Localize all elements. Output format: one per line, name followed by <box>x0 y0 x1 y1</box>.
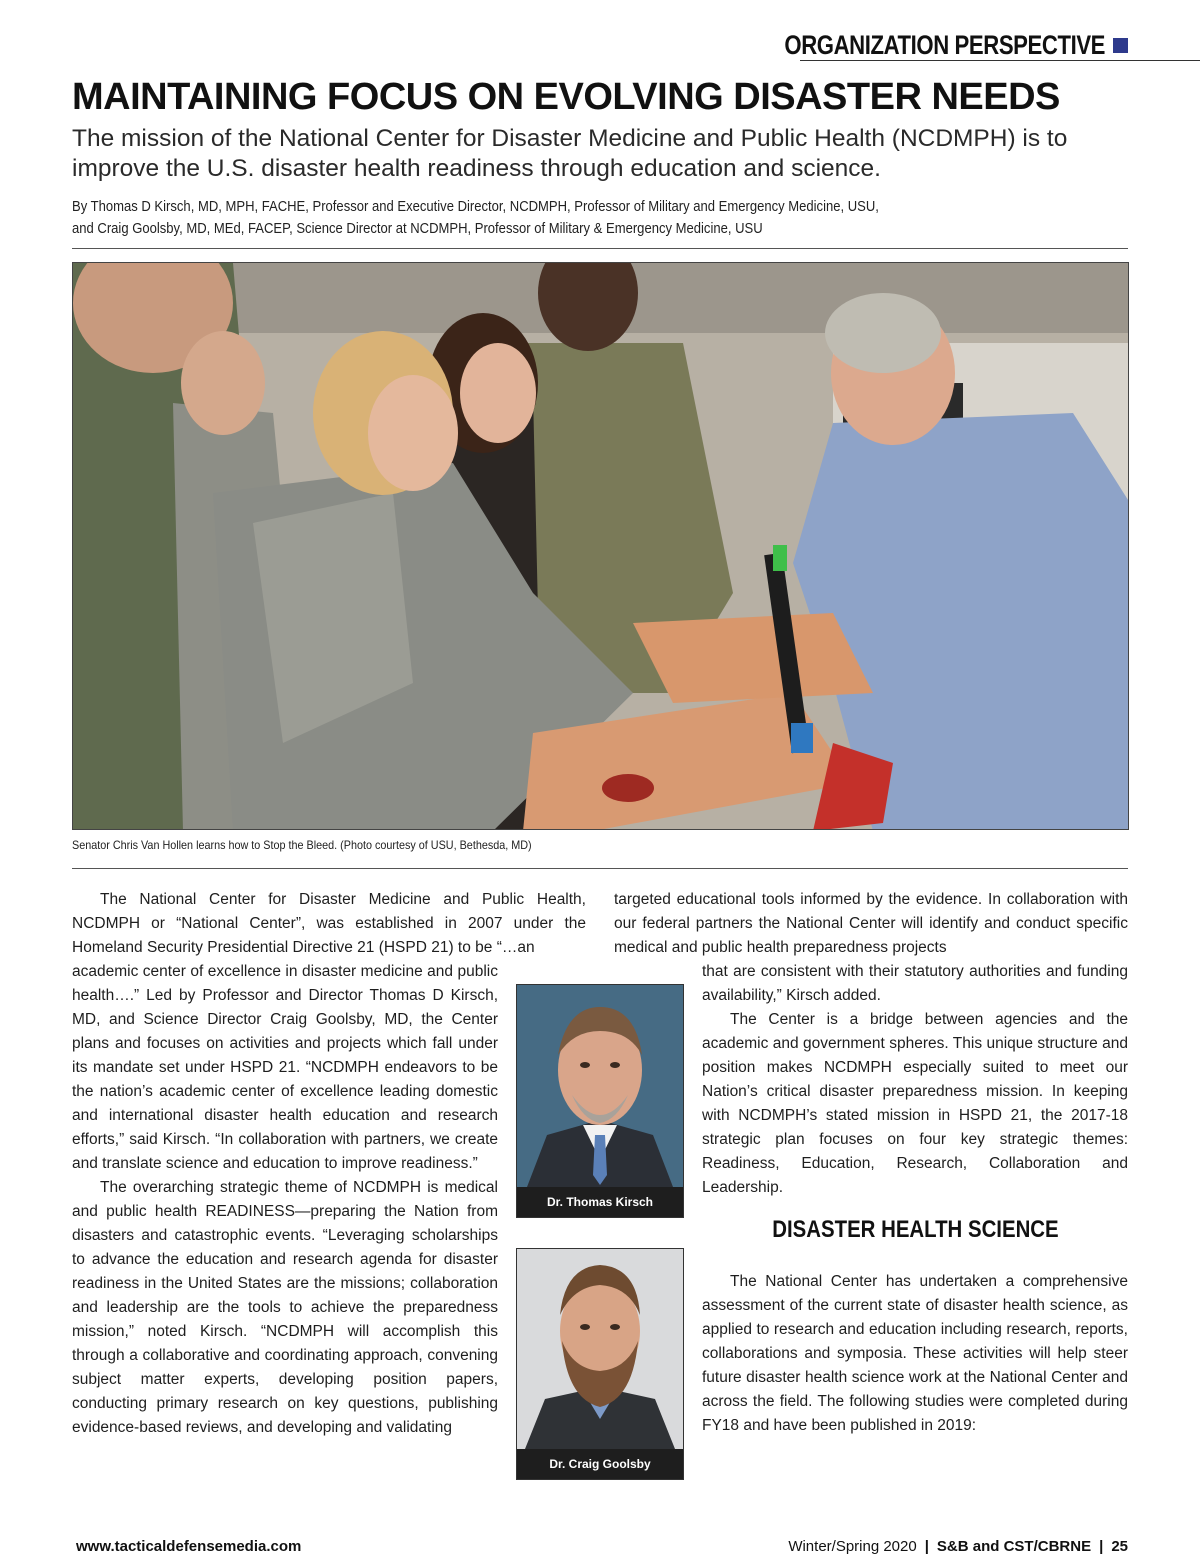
portrait-craig-goolsby <box>516 1248 684 1480</box>
section-subhead-text: DISASTER HEALTH SCIENCE <box>771 1216 1059 1243</box>
body-right-bottom <box>702 1270 1128 1438</box>
footer-separator: | <box>924 1538 929 1555</box>
divider-rule <box>72 868 1128 869</box>
body-left-top <box>72 888 586 960</box>
byline-line-2: and Craig Goolsby, MD, MEd, FACEP, Science Director at NCDMPH, Professor of Military & Emergency Medicine, USU <box>72 221 763 237</box>
paragraph: The Center is a bridge between agencies and the academic and government spheres. This unique structure and position makes NCDMPH especially suited to meet our Nation’s critical disaster preparedness mission. In keeping with NCDMPH’s stated mission in HSPD 21, the 2017-18 strategic plan focuses on four key strategic themes: Readiness, Education, Research, Collaboration and Leadership. <box>702 1011 1128 1196</box>
byline-line-1: By Thomas D Kirsch, MD, MPH, FACHE, Professor and Executive Director, NCDMPH, Professor of Military and Emergency Medicine, USU, <box>72 199 879 215</box>
paragraph: that are consistent with their statutory authorities and funding availability,” Kirsch added. <box>702 963 1128 1004</box>
headline: MAINTAINING FOCUS ON EVOLVING DISASTER NEEDS <box>72 76 1060 118</box>
paragraph: The National Center has undertaken a comprehensive assessment of the current state of disaster health science, as applied to research and education including research, reports, collaborations and symposia. These activities will help steer future disaster health science work at the National Center and across the field. The following studies were completed during FY18 and have been published in 2019: <box>702 1273 1128 1434</box>
footer-page-number: 25 <box>1111 1538 1128 1555</box>
portrait-thomas-kirsch <box>516 984 684 1218</box>
footer-info <box>788 1538 1128 1555</box>
body-right-main <box>702 960 1128 1200</box>
portrait-kirsch-illustration <box>517 985 683 1187</box>
subtitle: The mission of the National Center for Disaster Medicine and Public Health (NCDMPH) is to improve the U.S. disaster health readiness through education and science. <box>72 125 1068 182</box>
section-subhead <box>702 1216 1128 1244</box>
body-right-top <box>614 888 1128 960</box>
section-square-icon <box>1113 38 1128 53</box>
paragraph: targeted educational tools informed by the evidence. In collaboration with our federal partners the National Center will identify and conduct specific medical and public health preparedness projects <box>614 891 1128 956</box>
portrait-label: Dr. Craig Goolsby <box>517 1449 683 1479</box>
portrait-goolsby-illustration <box>517 1249 683 1449</box>
paragraph: The overarching strategic theme of NCDMPH is medical and public health READINESS—preparing the Nation from disasters and catastrophic events. “Leveraging scholarships to advance the education and research agenda for disaster readiness in the United States are the missions; collaboration and leadership are the tools to achieve the preparedness mission,” noted Kirsch. “NCDMPH will accomplish this through a collaborative and coordinating approach, convening subject matter experts, developing position papers, conducting primary research on key questions, publishing evidence-based reviews, and developing and validating <box>72 1179 498 1436</box>
hero-photo-illustration <box>73 263 1129 830</box>
byline <box>72 196 969 240</box>
portrait-label: Dr. Thomas Kirsch <box>517 1187 683 1217</box>
paragraph: academic center of excellence in disaster medicine and public health….” Led by Professor and Director Thomas D Kirsch, MD, and Science Director Craig Goolsby, MD, the Center plans and focuses on activities and projects which fall under its mandate set under HSPD 21. “NCDMPH endeavors to be the nation’s academic center of excellence leading domestic and international disaster health education and research efforts,” said Kirsch. “In collaboration with partners, we create and translate science and education to improve readiness.” <box>72 963 498 1172</box>
footer-website[interactable]: www.tacticaldefensemedia.com <box>76 1538 302 1555</box>
section-tag <box>714 30 1128 61</box>
hero-photo <box>72 262 1129 830</box>
footer-issue: Winter/Spring 2020 <box>788 1538 917 1555</box>
top-rule <box>800 60 1200 61</box>
section-label: ORGANIZATION PERSPECTIVE <box>784 30 1105 60</box>
photo-caption <box>72 838 583 852</box>
body-left-main <box>72 960 498 1440</box>
photo-caption-text: Senator Chris Van Hollen learns how to Stop the Bleed. (Photo courtesy of USU, Bethesda, MD) <box>72 838 532 852</box>
paragraph: The National Center for Disaster Medicine and Public Health, NCDMPH or “National Center”, was established in 2007 under the Homeland Security Presidential Directive 21 (HSPD 21) to be “…an <box>72 891 586 956</box>
footer-separator: | <box>1099 1538 1104 1555</box>
footer-publication: S&B and CST/CBRNE <box>936 1538 1092 1555</box>
divider-rule <box>72 248 1128 249</box>
